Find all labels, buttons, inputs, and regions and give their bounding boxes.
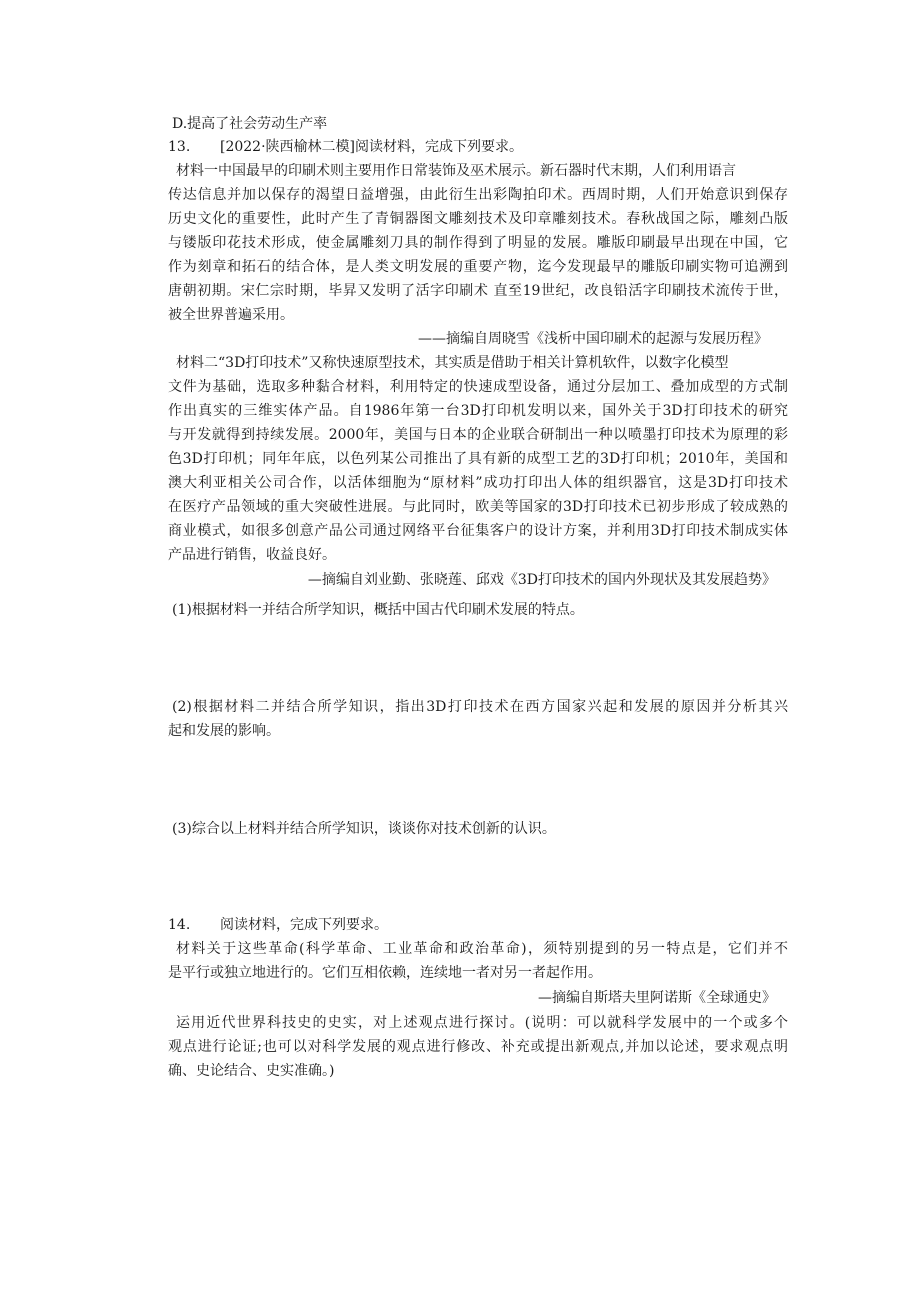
q13-material1-source: ——摘编自周晓雪《浅析中国印刷术的起源与发展历程》 (418, 331, 768, 347)
q13-material1-line: 作为刻章和拓石的结合体，是人类文明发展的重要产物，迄今发现最早的雕版印刷实物可追溯到 (168, 259, 788, 275)
q13-material1-line: 唐朝初期。宋仁宗时期，毕昇又发明了活字印刷术 直至19世纪，改良铅活字印刷技术流传于世， (168, 283, 788, 299)
q13-number: 13. (168, 139, 191, 155)
q13-question-1: (1)根据材料一并结合所学知识，概括中国古代印刷术发展的特点。 (172, 602, 584, 618)
q13-material2-line: 澳大利亚相关公司合作，以活体细胞为“原材料”成功打印出人体的组织器官，这是3D打印技术 (168, 475, 788, 491)
q13-material1-line: 与镂版印花技术形成，使金属雕刻刀具的制作得到了明显的发展。雕版印刷最早出现在中国，它 (168, 235, 788, 251)
q14-number: 14. (168, 917, 191, 933)
q13-material2-line: 在医疗产品领域的重大突破性进展。与此同时，欧美等国家的3D打印技术已初步形成了较成熟的 (168, 499, 788, 515)
q13-header (168, 137, 523, 157)
q13-question-3: (3)综合以上材料并结合所学知识，谈谈你对技术创新的认识。 (172, 821, 556, 837)
q12-option-d: D.提高了社会劳动生产率 (172, 116, 328, 132)
q13-material2-line: 材料二“3D打印技术”又称快速原型技术，其实质是借助于相关计算机软件，以数字化模型 (176, 355, 729, 371)
q14-material-line: 材料关于这些革命(科学革命、工业革命和政治革命)，须特别提到的另一特点是，它们并不 (176, 941, 788, 957)
q13-material2-source: —摘编自刘业勤、张晓莲、邱戏《3D打印技术的国内外现状及其发展趋势》 (307, 572, 776, 588)
q13-material1-line: 被全世界普遍采用。 (168, 307, 294, 323)
q13-material2-line: 作出真实的三维实体产品。自1986年第一台3D打印机发明以来，国外关于3D打印技术的研究 (168, 403, 788, 419)
q13-material1-line: 传达信息并加以保存的渴望日益增强，由此衍生出彩陶拍印术。西周时期，人们开始意识到保存 (168, 187, 788, 203)
q14-prompt-line: 确、史论结合、史实准确。) (168, 1063, 335, 1079)
q13-header-text: [2022·陕西榆林二模]阅读材料，完成下列要求。 (220, 139, 524, 155)
q14-header (168, 915, 388, 935)
q13-material2-line: 产品进行销售，收益良好。 (168, 547, 336, 563)
q13-question-2-line: 起和发展的影响。 (168, 723, 280, 739)
q14-prompt-line: 运用近代世界科技史的史实，对上述观点进行探讨。(说明：可以就科学发展中的一个或多个 (176, 1015, 788, 1031)
q13-material2-line: 文件为基础，选取多种黏合材料，利用特定的快速成型设备，通过分层加工、叠加成型的方式制 (168, 379, 788, 395)
q14-prompt-line: 观点进行论证;也可以对科学发展的观点进行修改、补充或提出新观点,并加以论述，要求观点明 (168, 1039, 788, 1055)
q13-material1-line: 历史文化的重要性，此时产生了青铜器图文雕刻技术及印章雕刻技术。春秋战国之际，雕刻凸版 (168, 211, 788, 227)
q13-question-2-line: (2)根据材料二并结合所学知识，指出3D打印技术在西方国家兴起和发展的原因并分析其兴 (172, 699, 788, 715)
q13-material2-line: 商业模式，如很多创意产品公司通过网络平台征集客户的设计方案，并利用3D打印技术制成实体 (168, 523, 788, 539)
q13-material2-line: 色3D打印机；同年年底，以色列某公司推出了具有新的成型工艺的3D打印机；2010年，美国和 (168, 451, 788, 467)
q13-material1-line: 材料一中国最早的印刷术则主要用作日常装饰及巫术展示。新石器时代末期，人们利用语言 (176, 163, 736, 179)
q14-material-source: —摘编自斯塔夫里阿诺斯《全球通史》 (538, 990, 776, 1006)
q14-material-line: 是平行或独立地进行的。它们互相依赖，连续地一者对另一者起作用。 (168, 965, 602, 981)
q13-material2-line: 与开发就得到持续发展。2000年，美国与日本的企业联合研制出一种以喷墨打印技术为原理的彩 (168, 427, 788, 443)
q14-header-text: 阅读材料，完成下列要求。 (220, 917, 388, 933)
